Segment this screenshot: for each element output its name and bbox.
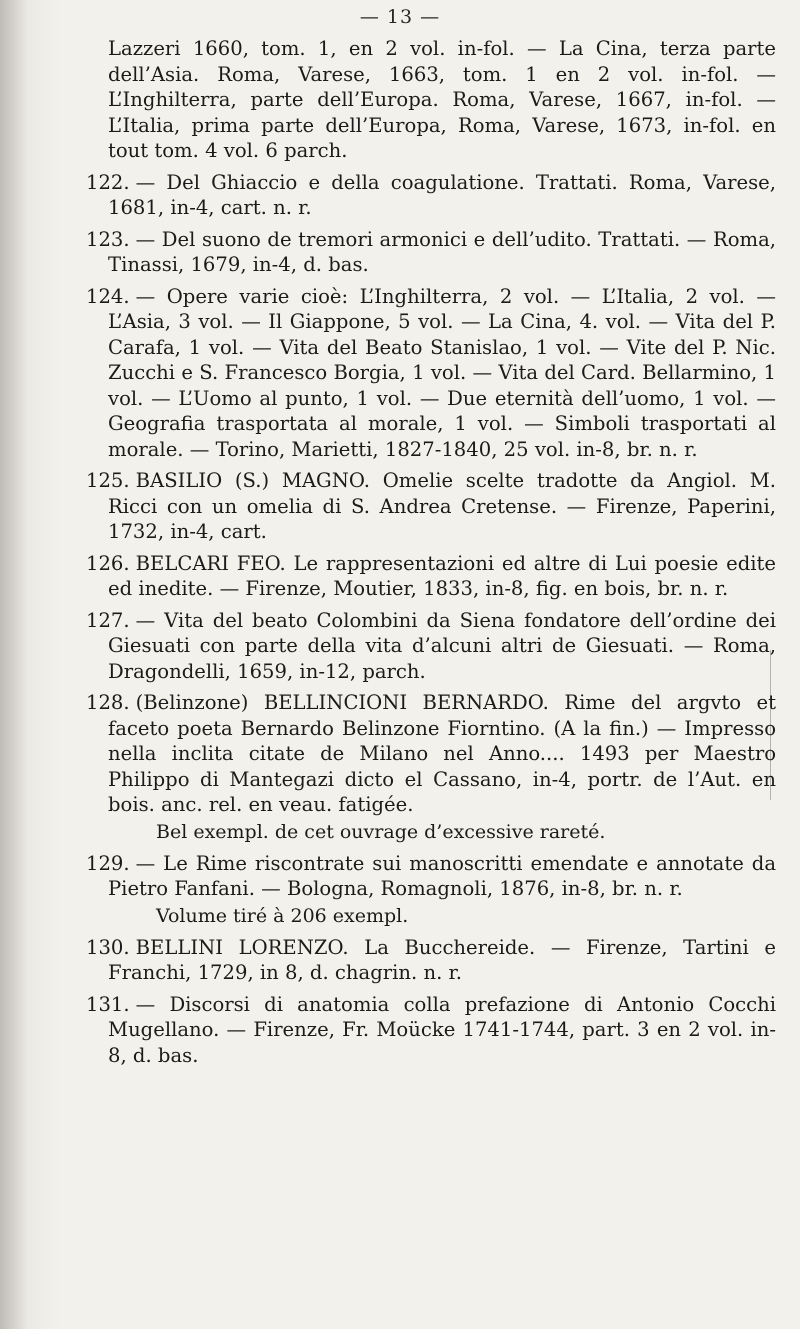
entry-number: 130.: [86, 935, 130, 959]
entry-number: 128.: [86, 691, 130, 714]
catalog-entry: [86, 690, 776, 818]
entry-text: Lazzeri 1660, tom. 1, en 2 vol. in-fol. — La Cina, terza parte dell’Asia. Roma, Varese, 1663, tom. 1 en 2 vol. in-fol. — L’Inghilterra, parte dell’Europa. Roma, Varese, 1667, in-fol. — L’Italia, prima parte dell’Europa, Roma, Varese, 1673, in-fol. en tout tom. 4 vol. 6 parch.: [108, 37, 776, 162]
catalog-entry: [86, 284, 776, 463]
entry-number: 131.: [86, 992, 130, 1016]
entry-number: 123.: [86, 227, 130, 251]
entry-number: 129.: [86, 851, 130, 875]
catalog-entry: [86, 935, 776, 986]
entry-text: — Del suono de tremori armonici e dell’udito. Trattati. — Roma, Tinassi, 1679, in-4, d. bas.: [108, 227, 776, 276]
entry-text: (Belinzone) BELLINCIONI BERNARDO. Rime del argvto et faceto poeta Bernardo Belinzone Fiorntino. (A la fin.) — Impresso nella inclita citate de Milano nel Anno.... 1493 per Maestro Philippo di Mantegazi dicto el Cassano, in-4, portr. de l’Aut. en bois. anc. rel. en veau. fatigée.: [108, 691, 776, 816]
entry-text: — Opere varie cioè: L’Inghilterra, 2 vol. — L’Italia, 2 vol. — L’Asia, 3 vol. — Il Giappone, 5 vol. — La Cina, 4. vol. — Vita del P. Carafa, 1 vol. — Vita del Beato Stanislao, 1 vol. — Vite del P. Nic. Zucchi e S. Francesco Borgia, 1 vol. — Vita del Card. Bellarmino, 1 vol. — L’Uomo al punto, 1 vol. — Due eternità dell’uomo, 1 vol. — Geografia trasportata al morale, 1 vol. — Simboli trasportati al morale. — Torino, Marietti, 1827-1840, 25 vol. in-8, br. n. r.: [108, 284, 776, 461]
catalog-entry: [86, 608, 776, 685]
entry-number: 124.: [86, 284, 130, 308]
catalog-entry: [86, 551, 776, 602]
entry-text: BELCARI FEO. Le rappresentazioni ed altre di Lui poesie edite ed inedite. — Firenze, Moutier, 1833, in-8, fig. en bois, br. n. r.: [108, 551, 776, 600]
catalog-entries: [86, 36, 776, 1074]
catalog-entry: [86, 468, 776, 545]
entry-text: BELLINI LORENZO. La Bucchereide. — Firenze, Tartini e Franchi, 1729, in 8, d. chagrin. n. r.: [108, 935, 776, 984]
catalog-entry: [86, 851, 776, 902]
entry-text: — Del Ghiaccio e della coagulatione. Trattati. Roma, Varese, 1681, in-4, cart. n. r.: [108, 170, 776, 219]
entry-text: — Le Rime riscontrate sui manoscritti emendate e annotate da Pietro Fanfani. — Bologna, Romagnoli, 1876, in-8, br. n. r.: [108, 851, 776, 900]
entry-number: 126.: [86, 551, 130, 575]
catalog-entry: [86, 36, 776, 164]
page-number: — 13 —: [359, 6, 441, 28]
entry-number: 127.: [86, 608, 130, 632]
entry-text: — Discorsi di anatomia colla prefazione di Antonio Cocchi Mugellano. — Firenze, Fr. Moücke 1741-1744, part. 3 en 2 vol. in-8, d. bas.: [108, 992, 776, 1067]
entry-number: 122.: [86, 170, 130, 194]
catalog-entry: [86, 170, 776, 221]
entry-note: Bel exempl. de cet ouvrage d’excessive rareté.: [156, 820, 606, 843]
catalog-entry: [86, 227, 776, 278]
catalog-entry: [86, 992, 776, 1069]
entry-number: 125.: [86, 469, 130, 492]
entry-text: — Vita del beato Colombini da Siena fondatore dell’ordine dei Giesuati con parte della vita d’alcuni altri de Giesuati. — Roma, Dragondelli, 1659, in-12, parch.: [108, 608, 776, 683]
entry-note: Volume tiré à 206 exempl.: [156, 904, 409, 927]
entry-text: BASILIO (S.) MAGNO. Omelie scelte tradotte da Angiol. M. Ricci con un omelia di S. Andrea Cretense. — Firenze, Paperini, 1732, in-4, cart.: [108, 469, 776, 543]
page-edge-shadow: [0, 0, 28, 1329]
